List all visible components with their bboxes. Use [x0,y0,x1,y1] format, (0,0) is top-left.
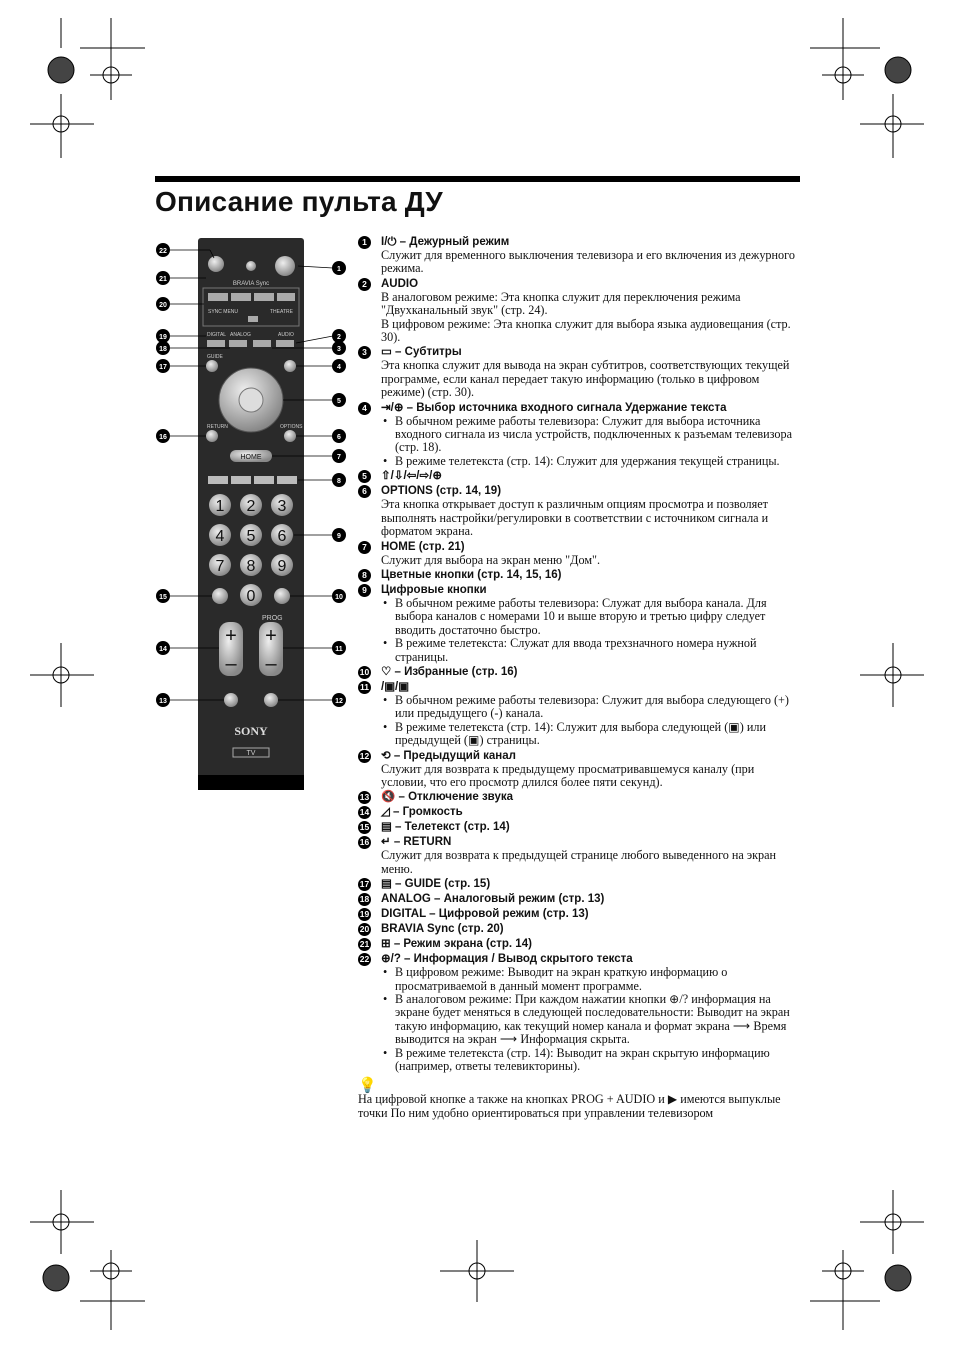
svg-text:PROG: PROG [262,615,283,622]
item-number: 17 [359,879,370,890]
svg-text:3: 3 [337,346,341,353]
input-button [284,360,296,372]
svg-text:–: – [225,653,237,675]
svg-text:ANALOG: ANALOG [230,332,251,338]
desc-item [358,907,800,921]
item-heading: ⇧/⇩/⇦/⇨/⊕ [381,470,442,483]
desc-item [358,277,800,345]
desc-item [358,680,800,748]
svg-text:5: 5 [246,528,256,545]
svg-text:16: 16 [159,434,167,441]
svg-text:14: 14 [159,646,167,653]
item-number: 5 [358,470,371,483]
desc-item [358,937,800,951]
desc-item [358,749,800,790]
item-heading: ⊕/? – Информация / Вывод скрытого текста [381,953,633,966]
guide-button [206,360,218,372]
item-heading: Цветные кнопки (стр. 14, 15, 16) [381,568,562,581]
svg-text:10: 10 [335,594,343,601]
item-bullet: • В обычном режиме работы телевизора: Служат для выбора канала. Для выбора каналов с номерами 10 и выше вторую и третью цифру следует вводить достаточно быстро. [381,597,800,637]
desc-item [358,820,800,834]
item-heading: ⊞ – Режим экрана (стр. 14) [381,938,532,951]
item-number: 1 [358,236,371,249]
svg-text:8: 8 [337,478,341,485]
item-text: Служит для возврата к предыдущей странице любого выведенного на экран меню. [381,848,777,876]
brand-logo: SONY [234,724,268,738]
item-number: 8 [358,569,371,582]
svg-text:–: – [265,653,277,675]
item-heading: I/⏻ – Дежурный режим [381,236,510,248]
item-number: 6 [358,485,371,498]
item-number: 20 [359,924,370,935]
item-heading: BRAVIA Sync (стр. 20) [381,923,504,936]
desc-item [358,952,800,1073]
remote-illustration [140,230,355,800]
desc-item [358,583,800,664]
svg-text:6: 6 [277,528,287,545]
item-heading: Цифровые кнопки [381,583,487,596]
item-number: 11 [360,681,369,692]
return-button [206,430,218,442]
item-heading: ◿ – Громкость [381,806,463,819]
item-number: 18 [359,894,370,905]
svg-text:+: + [225,625,237,647]
svg-text:GUIDE: GUIDE [207,354,223,360]
svg-text:7: 7 [215,558,225,575]
item-heading: ▤ – Телетекст (стр. 14) [381,821,510,834]
svg-text:TV: TV [246,750,256,757]
tip-text: На цифровой кнопке а также на кнопках PROG + AUDIO и ▶ имеются выпуклые точки По ним удобно ориентироваться при управлении телевизором [358,1092,781,1120]
desc-item [358,877,800,891]
item-heading: OPTIONS (стр. 14, 19) [381,485,502,498]
desc-item [358,568,800,582]
item-heading: ♡ – Избранные (стр. 16) [381,665,518,678]
item-heading: DIGITAL – Цифровой режим (стр. 13) [381,908,589,921]
item-text: Служит для выбора на экран меню "Дом". [381,552,601,567]
item-text: Служит для временного выключения телевизора и его включения из дежурного режима. [381,248,795,276]
item-number: 7 [358,541,371,554]
item-text: Эта кнопка открывает доступ к различным опциям просмотра и позволяет выполнять настройки/регулировки в соответствии с источником сигнала и форматом экрана. [381,497,769,539]
svg-text:SYNC MENU: SYNC MENU [208,309,239,315]
item-bullet: • В аналоговом режиме: При каждом нажатии кнопки ⊕/? информация на экране будет меняться в следующей последовательности: Выводит на экран такую информацию, как текущий номер канала и формат экрана ⟶ Время выводится на экран ⟶ Информация скрыта. [381,993,800,1047]
svg-text:1: 1 [337,266,341,273]
svg-text:DIGITAL: DIGITAL [207,332,227,338]
item-bullet: • В обычном режиме работы телевизора: Служит для выбора источника входного сигнала из числа устройств, подключенных к разъемам телевизора (стр. 18). [381,415,800,455]
svg-text:15: 15 [159,594,167,601]
jump-button [264,693,278,707]
svg-text:11: 11 [335,646,343,653]
item-bullet: • В режиме телетекста: Служат для ввода трехзначного номера нужной страницы. [381,637,800,664]
svg-text:2: 2 [337,334,341,341]
item-text: Служит для возврата к предыдущему просматривавшемуся каналу (при условии, что его просмотр длился более пяти секунд). [381,761,755,789]
item-number: 22 [359,954,370,965]
svg-text:22: 22 [159,248,167,255]
svg-text:HOME: HOME [240,454,262,461]
title-rule [155,176,800,182]
item-heading: /▣/▣ [381,680,410,693]
svg-text:12: 12 [335,698,343,705]
desc-item [358,469,800,483]
desc-item [358,345,800,399]
desc-item [358,401,800,469]
desc-item [358,484,800,538]
mute-button [224,693,238,707]
item-number: 12 [359,750,370,761]
svg-text:3: 3 [277,498,287,515]
desc-item [358,892,800,906]
item-bullet: • В режиме телетекста (стр. 14): Служит для выбора следующей (▣) или предыдущей (▣) страницы. [381,721,800,748]
favourites-button [274,588,290,604]
item-number: 14 [359,807,370,818]
page-title: Описание пульта ДУ [155,186,443,217]
desc-item [358,540,800,567]
svg-text:+: + [265,625,277,647]
svg-text:1: 1 [215,498,225,515]
svg-text:9: 9 [337,533,341,540]
svg-text:13: 13 [159,698,167,705]
lightbulb-icon: 💡 [358,1076,377,1095]
item-heading: ⟲ – Предыдущий канал [381,749,516,762]
svg-text:0: 0 [246,588,256,605]
item-number: 10 [359,666,370,677]
item-heading: ↵ – RETURN [381,836,452,849]
item-heading: AUDIO [381,277,419,290]
svg-text:AUDIO: AUDIO [278,332,294,338]
bravia-sync-label: BRAVIA Sync [232,281,270,287]
svg-text:THEATRE: THEATRE [270,309,293,315]
item-bullet: • В режиме телетекста (стр. 14): Выводит на экран скрытую информацию (например, ответы телевикторины). [381,1047,800,1074]
item-number: 16 [359,837,370,848]
item-heading: ▤ – GUIDE (стр. 15) [381,878,491,891]
svg-text:RETURN: RETURN [207,424,228,430]
item-number: 13 [359,792,370,803]
svg-text:4: 4 [215,528,225,545]
desc-item [358,790,800,804]
desc-item [358,665,800,679]
item-bullet: • В обычном режиме работы телевизора: Служит для выбора следующего (+) или предыдущего (-) канала. [381,694,800,721]
options-button [284,430,296,442]
wide-button [246,261,256,271]
svg-text:6: 6 [337,434,341,441]
item-heading: ⇥/⊕ – Выбор источника входного сигнала Удержание текста [381,401,727,414]
desc-item [358,922,800,936]
item-bullet: • В цифровом режиме: Выводит на экран краткую информацию о просматриваемой в данный момент программе. [381,966,800,993]
power-button [275,256,295,276]
svg-text:17: 17 [159,364,167,371]
svg-text:9: 9 [277,558,287,575]
item-number: 2 [358,278,371,291]
item-number: 15 [359,822,370,833]
item-text: В аналоговом режиме: Эта кнопка служит для переключения режима "Двухканальный звук" (стр. 24). [381,289,741,318]
item-number: 3 [358,346,371,359]
svg-text:2: 2 [246,498,256,515]
item-bullet: • В режиме телетекста (стр. 14): Служит для удержания текущей страницы. [381,455,800,468]
info-button [208,256,224,272]
tip [358,1077,800,1120]
item-number: 9 [358,584,371,597]
item-heading: ANALOG – Аналоговый режим (стр. 13) [381,893,605,906]
item-number: 21 [359,939,370,950]
desc-item [358,805,800,819]
svg-text:19: 19 [159,334,167,341]
svg-text:18: 18 [159,346,167,353]
item-heading: HOME (стр. 21) [381,540,465,553]
item-text: В цифровом режиме: Эта кнопка служит для выбора языка аудиовещания (стр. 30). [381,316,791,345]
item-heading: ▭ – Субтитры [381,346,462,359]
item-number: 4 [358,402,371,415]
svg-text:21: 21 [159,276,167,283]
svg-text:5: 5 [337,398,341,405]
item-text: Эта кнопка служит для вывода на экран субтитров, соответствующих текущей программе, если канал передает такую информацию (только в цифровом режиме) (стр. 30). [381,358,790,400]
svg-text:4: 4 [337,364,341,371]
button-descriptions [358,234,800,1120]
svg-text:OPTIONS: OPTIONS [280,424,303,430]
svg-text:20: 20 [159,302,167,309]
desc-item [358,835,800,876]
svg-text:7: 7 [337,454,341,461]
desc-item [358,235,800,276]
svg-text:8: 8 [246,558,256,575]
item-number: 19 [359,909,370,920]
item-heading: 🔇 – Отключение звука [381,791,513,804]
teletext-button [212,588,228,604]
